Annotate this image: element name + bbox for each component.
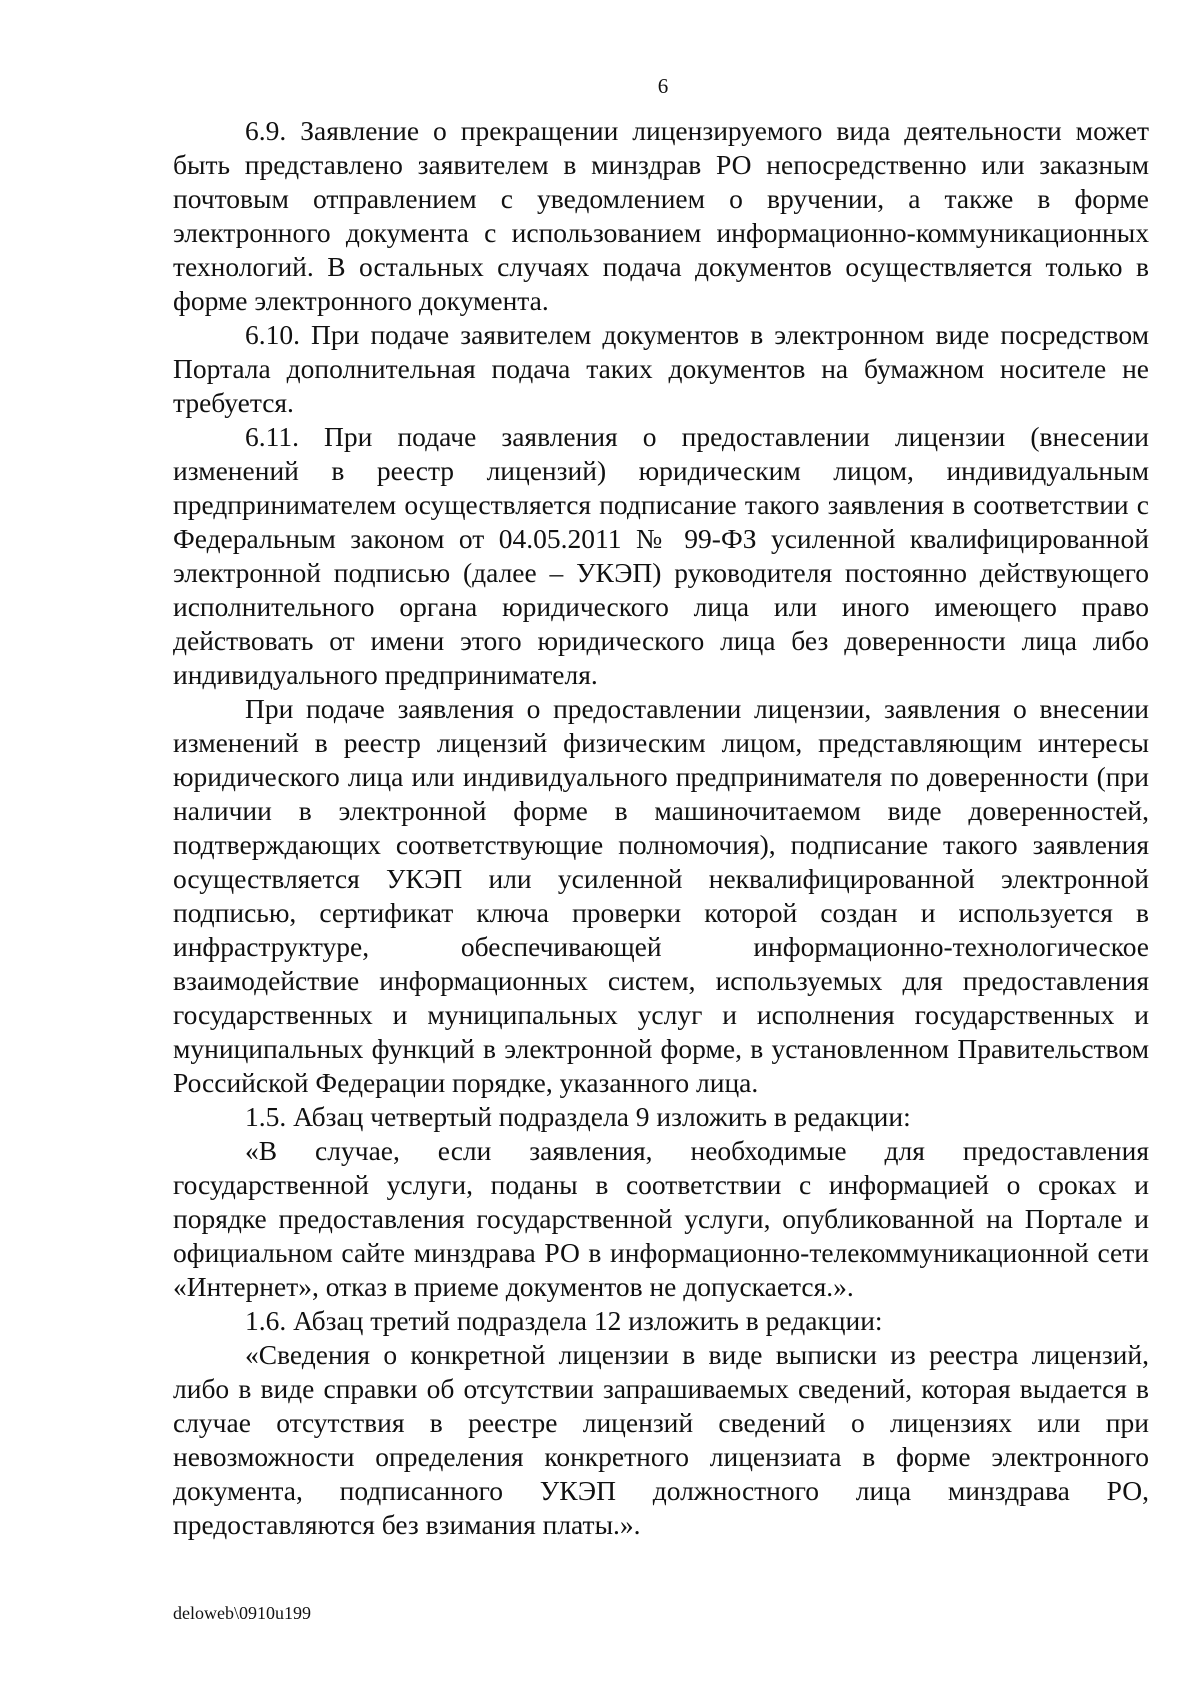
paragraph-1-6: 1.6. Абзац третий подраздела 12 изложить в редакции: [245, 1305, 883, 1336]
paragraph-1-6-quote: «Сведения о конкретной лицензии в виде выписки из реестра лицензий, либо в виде справки об отсутствии запрашиваемых сведений, которая выдается в случае отсутствия в реестре лицензий сведений о лицензиях или при невозможности определения конкретного лицензиата в форме электронного документа, подписанного УКЭП должностного лица минздрава РО, предоставляются без взимания платы.». [173, 1339, 1149, 1540]
paragraph-6-9: 6.9. Заявление о прекращении лицензируемого вида деятельности может быть представлено заявителем в минздрав РО непосредственно или заказным почтовым отправлением с уведомлением о вручении, а также в форме электронного документа с использованием информационно-коммуникационных технологий. В остальных случаях подача документов осуществляется только в форме электронного документа. [173, 115, 1149, 316]
paragraph-1-5-quote: «В случае, если заявления, необходимые для предоставления государственной услуги, поданы в соответствии с информацией о сроках и порядке предоставления государственной услуги, опубликованной на Портале и официальном сайте минздрава РО в информационно-телекоммуникационной сети «Интернет», отказ в приеме документов не допускается.». [173, 1135, 1149, 1302]
paragraph-6-10: 6.10. При подаче заявителем документов в электронном виде посредством Портала дополнительная подача таких документов на бумажном носителе не требуется. [173, 319, 1149, 418]
paragraph-6-11: 6.11. При подаче заявления о предоставлении лицензии (внесении изменений в реестр лицензий) юридическим лицом, индивидуальным предпринимателем осуществляется подписание такого заявления в соответствии с Федеральным законом от 04.05.2011 № 99-ФЗ усиленной квалифицированной электронной подписью (далее – УКЭП) руководителя постоянно действующего исполнительного органа юридического лица или иного имеющего право действовать от имени этого юридического лица без доверенности лица либо индивидуального предпринимателя. [173, 421, 1149, 690]
paragraph-signature-by-proxy: При подаче заявления о предоставлении лицензии, заявления о внесении изменений в реестр лицензий физическим лицом, представляющим интересы юридического лица или индивидуального предпринимателя по доверенности (при наличии в электронной форме в машиночитаемом виде доверенностей, подтверждающих соответствующие полномочия), подписание такого заявления осуществляется УКЭП или усиленной неквалифицированной электронной подписью, сертификат ключа проверки которой создан и используется в инфраструктуре, обеспечивающей информационно-технологическое взаимодействие информационных систем, используемых для предоставления государственных и муниципальных услуг и исполнения государственных и муниципальных функций в электронной форме, в установленном Правительством Российской Федерации порядке, указанного лица. [173, 693, 1149, 1098]
paragraph-1-5: 1.5. Абзац четвертый подраздела 9 изложить в редакции: [245, 1101, 911, 1132]
page-number: 6 [657, 74, 669, 98]
document-footer-code: deloweb\0910u199 [173, 1603, 311, 1623]
document-body [173, 114, 1149, 1542]
